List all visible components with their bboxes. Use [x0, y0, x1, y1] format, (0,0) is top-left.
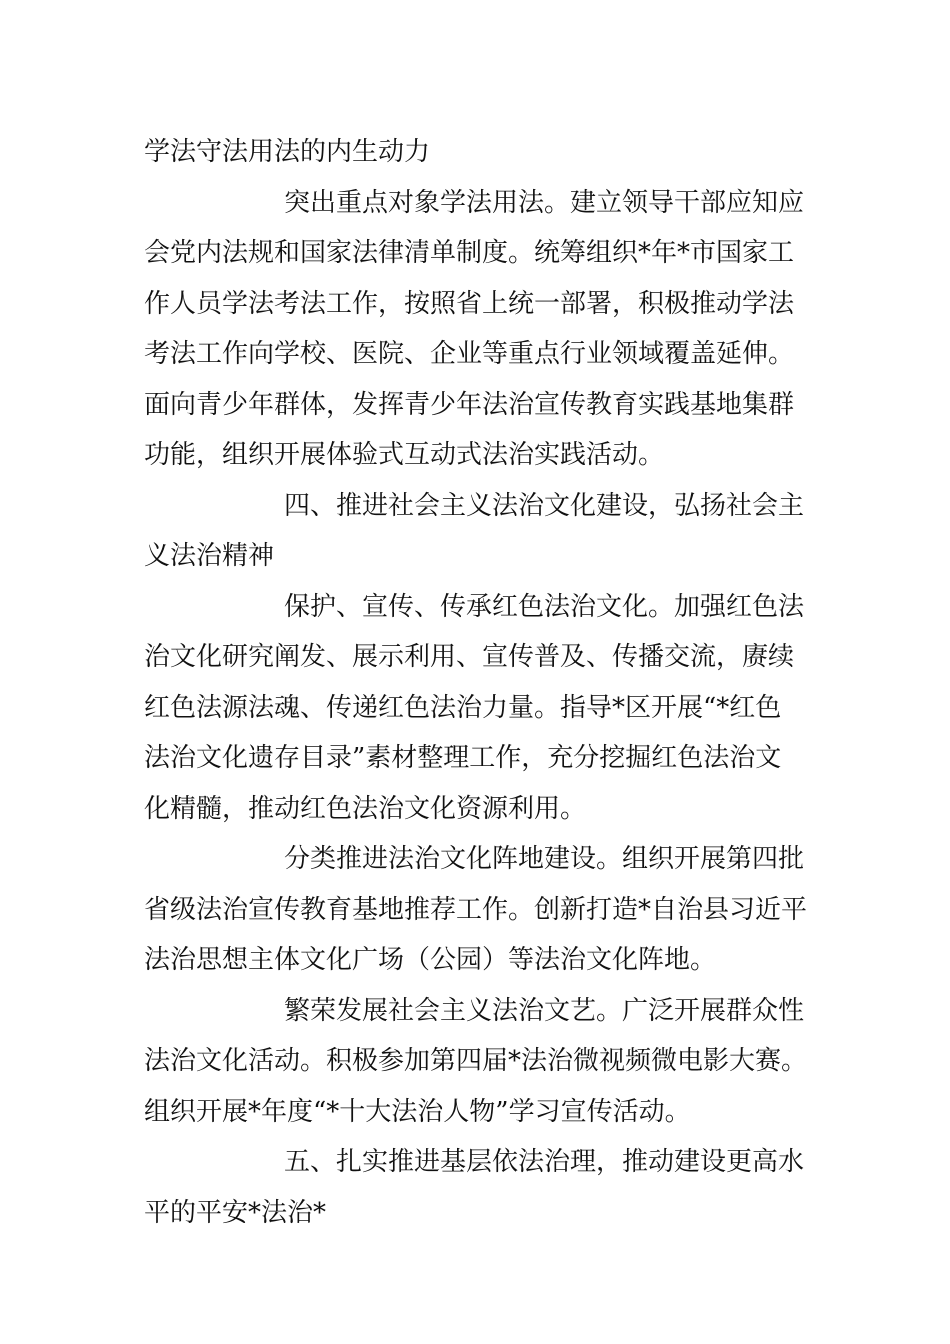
paragraph-3: [144, 582, 812, 835]
paragraph-5: [144, 986, 812, 1138]
text-line: 红色法源法魂、传递红色法治力量。指导*区开展“*红色: [144, 692, 782, 723]
text-line: 作人员学法考法工作，按照省上统一部署，积极推动学法: [144, 288, 795, 319]
section-heading-5: [144, 1137, 812, 1238]
text-line: 突出重点对象学法用法。建立领导干部应知应: [284, 187, 805, 218]
text-line: 学法守法用法的内生动力: [144, 137, 431, 167]
text-line: 法治思想主体文化广场（公园）等法治文化阵地。: [144, 945, 717, 975]
text-line: 治文化研究阐发、展示利用、宣传普及、传播交流，赓续: [144, 642, 795, 672]
text-line: 面向青少年群体，发挥青少年法治宣传教育实践基地集群: [144, 389, 795, 420]
text-line: 法治文化活动。积极参加第四届*法治微视频微电影大赛。: [144, 1046, 808, 1076]
text-line: 功能，组织开展体验式互动式法治实践活动。: [144, 440, 665, 470]
text-line: 保护、宣传、传承红色法治文化。加强红色法: [284, 591, 805, 622]
text-line: 会党内法规和国家法律清单制度。统筹组织*年*市国家工: [144, 238, 795, 268]
text-line: 繁荣发展社会主义法治文艺。广泛开展群众性: [284, 995, 805, 1026]
text-line: 组织开展*年度“*十大法治人物”学习宣传活动。: [144, 1096, 691, 1127]
text-line: 五、扎实推进基层依法治理，推动建设更高水: [284, 1147, 805, 1177]
text-line: 分类推进法治文化阵地建设。组织开展第四批: [284, 844, 805, 874]
text-line: 考法工作向学校、医院、企业等重点行业领域覆盖延伸。: [144, 339, 795, 369]
document-body: [144, 127, 812, 1238]
text-line: 法治文化遗存目录”素材整理工作，充分挖掘红色法治文: [144, 743, 782, 773]
text-line: 平的平安*法治*: [144, 1197, 327, 1228]
text-line: 省级法治宣传教育基地推荐工作。创新打造*自治县习近平: [144, 894, 808, 925]
paragraph-1: [144, 127, 812, 178]
text-line: 义法治精神: [144, 541, 275, 571]
text-line: 化精髓，推动红色法治文化资源利用。: [144, 793, 587, 824]
section-heading-4: [144, 481, 812, 582]
paragraph-2: [144, 178, 812, 481]
text-line: 四、推进社会主义法治文化建设，弘扬社会主: [284, 490, 805, 521]
paragraph-4: [144, 834, 812, 986]
